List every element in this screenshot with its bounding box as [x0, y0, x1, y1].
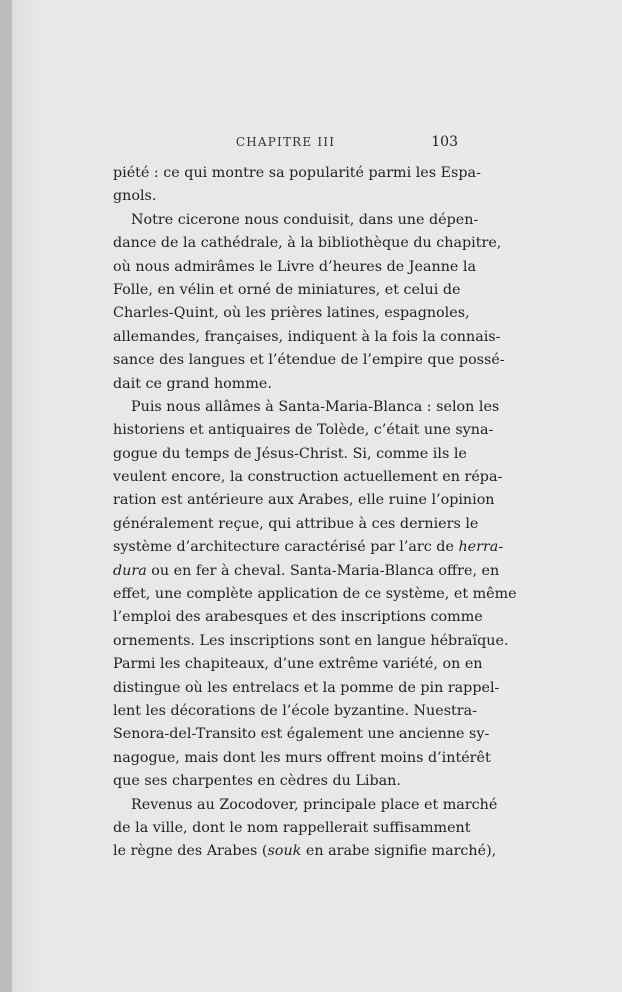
text-line: de la ville, dont le nom rappellerait suffisamment: [113, 819, 471, 836]
text-line: gnols.: [113, 188, 157, 205]
text-line: ration est antérieure aux Arabes, elle ruine l’opinion: [113, 492, 495, 509]
text-line: sance des langues et l’étendue de l’empire que possé-: [113, 352, 505, 369]
paragraph-start: Revenus au Zocodover, principale place et marché: [131, 796, 498, 813]
italic-term: souk: [267, 843, 302, 860]
paragraph-start: Notre cicerone nous conduisit, dans une dépen-: [131, 211, 479, 228]
text-line: système d’architecture caractérisé par l’arc de herra-: [113, 539, 504, 556]
text-line: Charles-Quint, où les prières latines, espagnoles,: [113, 305, 470, 322]
text-line: effet, une complète application de ce système, et même: [113, 586, 517, 603]
chapter-title: CHAPITRE III: [235, 135, 336, 149]
text-line: Folle, en vélin et orné de miniatures, et celui de: [113, 281, 461, 298]
italic-term: dura: [113, 562, 147, 579]
text-line: allemandes, françaises, indiquent à la fois la connais-: [113, 328, 501, 345]
text-line: nagogue, mais dont les murs offrent moins d’intérêt: [113, 749, 491, 766]
body-text: [113, 162, 517, 864]
text-line: l’emploi des arabesques et des inscriptions comme: [113, 609, 483, 626]
text-line: dait ce grand homme.: [113, 375, 272, 392]
text-line: dura ou en fer à cheval. Santa-Maria-Blanca offre, en: [113, 562, 500, 579]
text-line: que ses charpentes en cèdres du Liban.: [113, 773, 401, 790]
page-number: 103: [431, 134, 458, 150]
paragraph-start: Puis nous allâmes à Santa-Maria-Blanca : selon les: [131, 398, 500, 415]
text-line: le règne des Arabes (souk en arabe signifie marché),: [113, 843, 497, 860]
italic-term: herra-: [458, 539, 504, 556]
text-line: où nous admirâmes le Livre d’heures de Jeanne la: [113, 258, 477, 275]
text-line: lent les décorations de l’école byzantine. Nuestra-: [113, 702, 477, 719]
text-line: généralement reçue, qui attribue à ces derniers le: [113, 515, 479, 532]
text-line: piété : ce qui montre sa popularité parmi les Espa-: [113, 165, 481, 181]
text-line: gogue du temps de Jésus-Christ. Si, comme ils le: [113, 445, 467, 462]
running-head: [113, 135, 458, 155]
text-line: Senora-del-Transito est également une ancienne sy-: [113, 726, 490, 743]
text-line: distingue où les entrelacs et la pomme de pin rappel-: [113, 679, 500, 696]
page-gutter: [0, 0, 12, 992]
text-line: veulent encore, la construction actuellement en répa-: [113, 469, 503, 486]
text-line: historiens et antiquaires de Tolède, c’était une syna-: [113, 422, 494, 439]
text-line: dance de la cathédrale, à la bibliothèque du chapitre,: [113, 235, 502, 252]
text-line: ornements. Les inscriptions sont en langue hébraïque.: [113, 632, 509, 649]
text-line: Parmi les chapiteaux, d’une extrême variété, on en: [113, 656, 483, 673]
